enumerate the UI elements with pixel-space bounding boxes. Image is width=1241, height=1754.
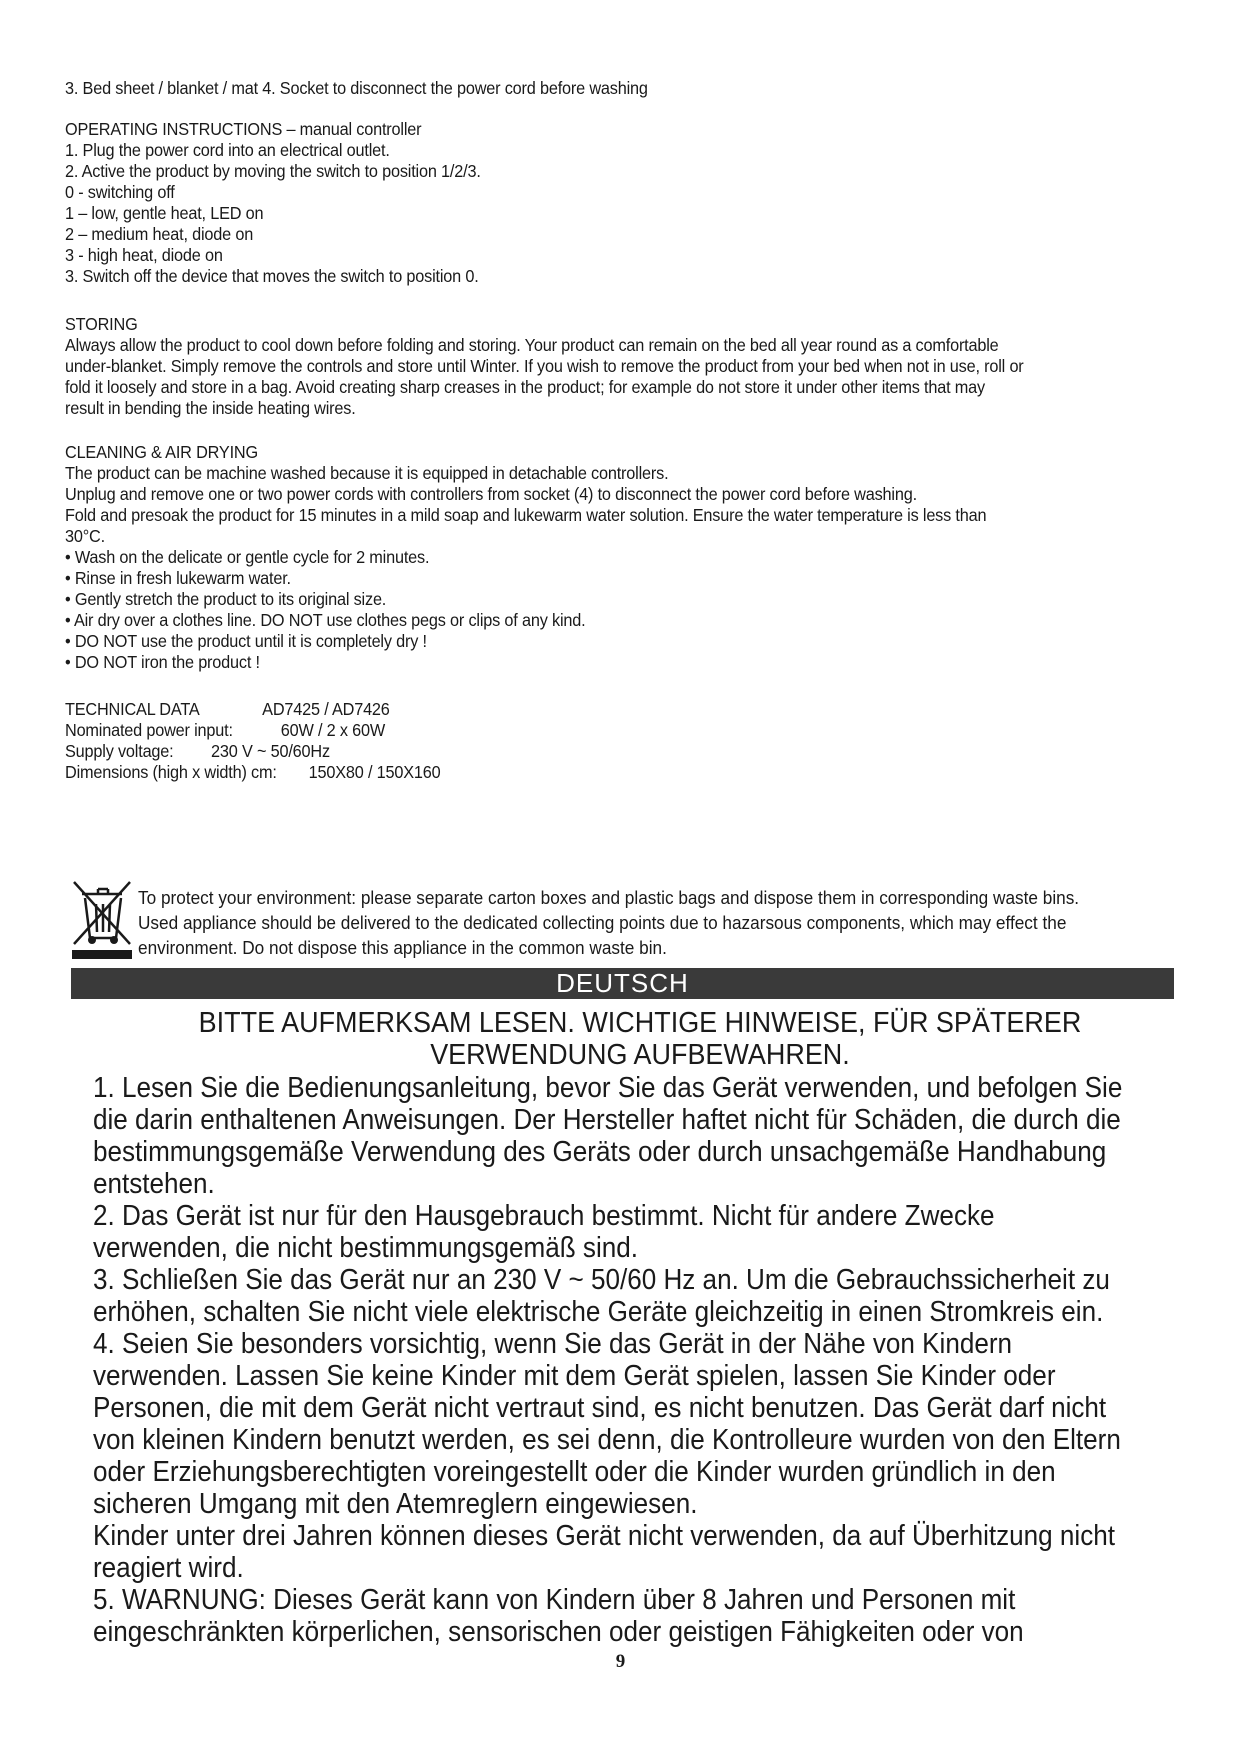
bullet-line: • Air dry over a clothes line. DO NOT use clothes pegs or clips of any kind. — [65, 610, 586, 630]
page-title — [101, 1007, 1180, 1071]
instruction-line: entstehen. — [93, 1168, 215, 1200]
instruction-line: von kleinen Kindern benutzt werden, es sei denn, die Kontrolleure wurden von den Eltern — [93, 1424, 1121, 1456]
instruction-line: oder Erziehungsberechtigten voreingestellt oder die Kinder wurden gründlich in den — [93, 1456, 1056, 1488]
headline-line: BITTE AUFMERKSAM LESEN. WICHTIGE HINWEISE, FÜR SPÄTERER — [198, 1007, 1082, 1039]
spec-row — [65, 741, 623, 762]
instruction-line: 1 – low, gentle heat, LED on — [65, 203, 264, 223]
notice-line: To protect your environment: please separate carton boxes and plastic bags and dispose them in corresponding waste bins. — [138, 887, 1080, 908]
page-number: 9 — [615, 1651, 626, 1672]
instruction-line: eingeschränkten körperlichen, sensorischen oder geistigen Fähigkeiten oder von — [93, 1616, 1024, 1648]
instruction-line: 2 – medium heat, diode on — [65, 224, 254, 244]
paragraph-line: under-blanket. Simply remove the controls and store until Winter. If you wish to remove the product from your bed when not in use, roll or — [65, 356, 1024, 376]
bullet-line: • DO NOT use the product until it is completely dry ! — [65, 631, 427, 651]
instruction-line: 3. Schließen Sie das Gerät nur an 230 V ~ 50/60 Hz an. Um die Gebrauchssicherheit zu — [93, 1264, 1110, 1296]
cleaning-section — [65, 442, 986, 673]
instruction-line: Kinder unter drei Jahren können dieses Gerät nicht verwenden, da auf Überhitzung nicht — [93, 1520, 1115, 1552]
instruction-line: die darin enthaltenen Anweisungen. Der Hersteller haftet nicht für Schäden, die durch die — [93, 1104, 1121, 1136]
section-heading: CLEANING & AIR DRYING — [65, 442, 258, 462]
spec-row — [65, 720, 623, 741]
headline-line: VERWENDUNG AUFBEWAHREN. — [430, 1039, 850, 1071]
instruction-line: 2. Das Gerät ist nur für den Hausgebrauch bestimmt. Nicht für andere Zwecke — [93, 1200, 995, 1232]
spec-label: Supply voltage: — [65, 741, 174, 761]
language-label: DEUTSCH — [556, 968, 689, 998]
parts-line: 3. Bed sheet / blanket / mat 4. Socket to disconnect the power cord before washing — [65, 78, 648, 98]
instruction-line: 4. Seien Sie besonders vorsichtig, wenn Sie das Gerät in der Nähe von Kindern — [93, 1328, 1013, 1360]
spec-value: 60W / 2 x 60W — [280, 720, 386, 740]
section-heading: OPERATING INSTRUCTIONS – manual controller — [65, 119, 422, 139]
section-heading: TECHNICAL DATA — [65, 699, 200, 719]
bullet-line: • DO NOT iron the product ! — [65, 652, 260, 672]
storing-section — [65, 314, 1024, 419]
instruction-line: reagiert wird. — [93, 1552, 244, 1584]
instruction-line: 3 - high heat, diode on — [65, 245, 223, 265]
paragraph-line: 30°C. — [65, 526, 105, 546]
paragraph-line: result in bending the inside heating wires. — [65, 398, 356, 418]
instruction-line: 2. Active the product by moving the switch to position 1/2/3. — [65, 161, 481, 181]
section-heading: STORING — [65, 314, 138, 334]
instruction-line: verwenden, die nicht bestimmungsgemäß sind. — [93, 1232, 639, 1264]
instruction-line: 1. Lesen Sie die Bedienungsanleitung, bevor Sie das Gerät verwenden, und befolgen Sie — [93, 1072, 1123, 1104]
paragraph-line: The product can be machine washed because it is equipped in detachable controllers. — [65, 463, 669, 483]
instruction-line: 3. Switch off the device that moves the switch to position 0. — [65, 266, 479, 286]
paragraph-line: Unplug and remove one or two power cords with controllers from socket (4) to disconnect the power cord before washing. — [65, 484, 917, 504]
crossed-out-wheelie-bin-icon — [70, 876, 136, 960]
instruction-line: verwenden. Lassen Sie keine Kinder mit dem Gerät spielen, lassen Sie Kinder oder — [93, 1360, 1056, 1392]
instruction-line: sicheren Umgang mit den Atemreglern eingewiesen. — [93, 1488, 698, 1520]
spec-label: Dimensions (high x width) cm: — [65, 762, 277, 782]
instruction-line: Personen, die mit dem Gerät nicht vertraut sind, es nicht benutzen. Das Gerät darf nicht — [93, 1392, 1107, 1424]
paragraph-line: fold it loosely and store in a bag. Avoid creating sharp creases in the product; for example do not store it under other items that may — [65, 377, 985, 397]
instruction-line: bestimmungsgemäße Verwendung des Geräts oder durch unsachgemäße Handhabung — [93, 1136, 1107, 1168]
spec-value: 150X80 / 150X160 — [308, 762, 441, 782]
instruction-line: 5. WARNUNG: Dieses Gerät kann von Kindern über 8 Jahren und Personen mit — [93, 1584, 1016, 1616]
instruction-line: 1. Plug the power cord into an electrical outlet. — [65, 140, 390, 160]
bullet-line: • Rinse in fresh lukewarm water. — [65, 568, 291, 588]
notice-line: environment. Do not dispose this appliance in the common waste bin. — [138, 937, 667, 958]
spec-value: 230 V ~ 50/60Hz — [211, 741, 330, 761]
notice-line: Used appliance should be delivered to the dedicated collecting points due to hazarsous components, which may effect the — [138, 912, 1067, 933]
environment-notice — [138, 885, 1161, 960]
bullet-line: • Wash on the delicate or gentle cycle for 2 minutes. — [65, 547, 430, 567]
technical-data — [65, 699, 623, 783]
safety-instructions — [93, 1072, 1122, 1648]
spec-label: Nominated power input: — [65, 720, 233, 740]
language-bar — [71, 968, 1174, 999]
operating-instructions — [65, 119, 481, 287]
paragraph-line: Always allow the product to cool down before folding and storing. Your product can remain on the bed all year round as a comfortable — [65, 335, 999, 355]
instruction-line: 0 - switching off — [65, 182, 175, 202]
bullet-line: • Gently stretch the product to its original size. — [65, 589, 387, 609]
technical-data-header — [65, 699, 623, 720]
spec-row — [65, 762, 623, 783]
instruction-line: erhöhen, schalten Sie nicht viele elektrische Geräte gleichzeitig in einen Stromkreis ein. — [93, 1296, 1104, 1328]
paragraph-line: Fold and presoak the product for 15 minutes in a mild soap and lukewarm water solution. Ensure the water temperature is less than — [65, 505, 987, 525]
model-numbers: AD7425 / AD7426 — [262, 699, 390, 719]
